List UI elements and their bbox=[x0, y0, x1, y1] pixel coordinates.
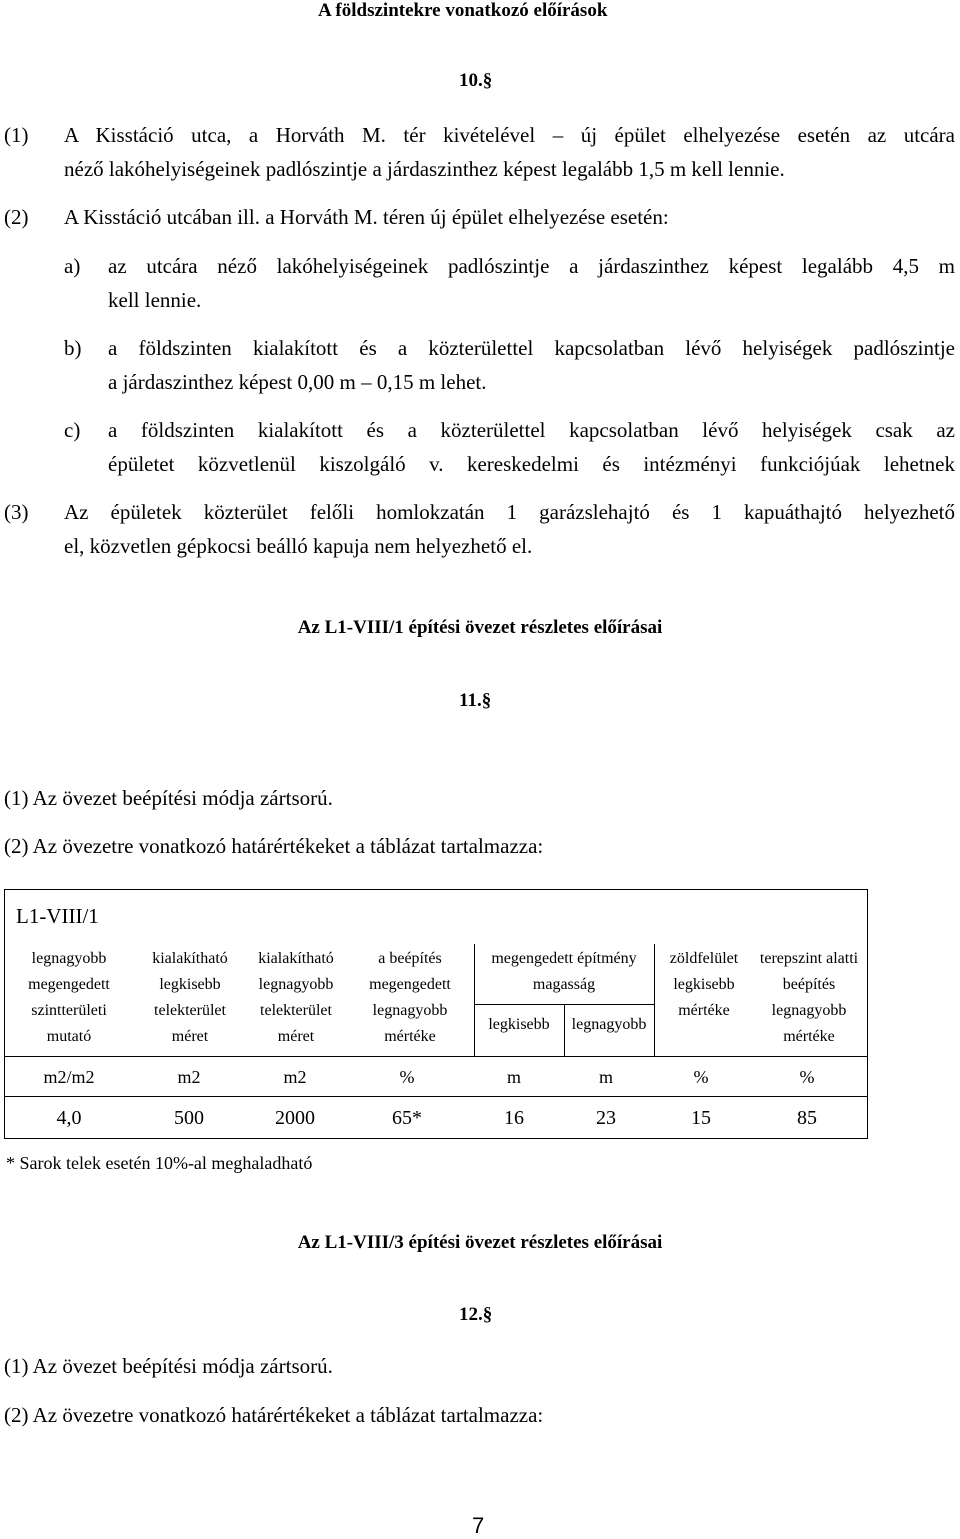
zone-1-para-2: (2) Az övezetre vonatkozó határértékeket a táblázat tartalmazza: bbox=[4, 834, 544, 858]
table-col-divider bbox=[654, 944, 655, 1056]
table-header-cell: kialakítható legnagyobb telekterület méret bbox=[258, 950, 334, 1045]
table-unit-cell: m2 bbox=[283, 1067, 307, 1087]
table-header-cell: terepszint alatti beépítés legnagyobb mértéke bbox=[759, 950, 859, 1045]
item-a-line-1: az utcára néző lakóhelyiségeinek padlószintje a járdaszinthez képest legalább 4,5 m bbox=[108, 254, 955, 278]
table-footnote: * Sarok telek esetén 10%-al meghaladható bbox=[6, 1153, 313, 1173]
table-value-cell: 23 bbox=[596, 1107, 616, 1129]
table-value-cell: 65* bbox=[392, 1107, 422, 1129]
para-1-number: (1) bbox=[4, 123, 29, 147]
zone-1-para-1: (1) Az övezet beépítési módja zártsorú. bbox=[4, 786, 333, 810]
table-caption: L1-VIII/1 bbox=[16, 904, 99, 928]
table-value-cell: 15 bbox=[691, 1107, 711, 1129]
item-b-mark: b) bbox=[64, 336, 82, 360]
table-unit-cell: % bbox=[399, 1067, 415, 1087]
table-row-divider bbox=[4, 1096, 868, 1097]
para-3-line-2: el, közvetlen gépkocsi beálló kapuja nem helyezhető el. bbox=[64, 534, 533, 558]
section-12-number: 12.§ bbox=[459, 1304, 493, 1325]
table-value-cell: 4,0 bbox=[56, 1107, 82, 1129]
para-2-number: (2) bbox=[4, 205, 29, 229]
table-header-height: megengedett építmény magasság bbox=[491, 950, 637, 993]
item-c-mark: c) bbox=[64, 418, 81, 442]
para-1-line-2: néző lakóhelyiségeinek padlószintje a járdaszinthez képest legalább 1,5 m kell lennie. bbox=[64, 157, 785, 181]
table-header-cell: zöldfelület legkisebb mértéke bbox=[669, 950, 739, 1019]
table-subheader-min: legkisebb bbox=[488, 1016, 550, 1033]
item-a-mark: a) bbox=[64, 254, 81, 278]
table-value-cell: 16 bbox=[504, 1107, 524, 1129]
item-b-line-1: a földszinten kialakított és a közterülettel kapcsolatban lévő helyiségek padlószintje bbox=[108, 336, 955, 360]
table-header-cell: a beépítés megengedett legnagyobb mértéke bbox=[369, 950, 451, 1045]
zone-1-heading: Az L1-VIII/1 építési övezet részletes előírásai bbox=[297, 617, 663, 638]
table-unit-cell: m2 bbox=[177, 1067, 201, 1087]
page-header-title: A földszintekre vonatkozó előírások bbox=[318, 0, 608, 21]
table-unit-cell: m bbox=[506, 1067, 521, 1087]
para-3-number: (3) bbox=[4, 500, 29, 524]
table-value-cell: 85 bbox=[797, 1107, 817, 1129]
table-unit-cell: m bbox=[598, 1067, 613, 1087]
item-c-line-2: épületet közvetlenül kiszolgáló v. kereskedelmi és intézményi funkciójúak lehetnek bbox=[108, 452, 955, 476]
table-unit-cell: % bbox=[799, 1067, 815, 1087]
zone-3-para-2: (2) Az övezetre vonatkozó határértékeket a táblázat tartalmazza: bbox=[4, 1403, 544, 1427]
table-unit-cell: % bbox=[693, 1067, 709, 1087]
table-header-cell: kialakítható legkisebb telekterület méret bbox=[152, 950, 228, 1045]
table-value-cell: 500 bbox=[174, 1107, 204, 1129]
table-subheader-max: legnagyobb bbox=[571, 1016, 647, 1033]
table-header-cell: legnagyobb megengedett szintterületi mutató bbox=[28, 950, 110, 1045]
item-c-line-1: a földszinten kialakított és a közterülettel kapcsolatban lévő helyiségek csak az bbox=[108, 418, 955, 442]
table-unit-cell: m2/m2 bbox=[43, 1067, 95, 1087]
page-number: 7 bbox=[472, 1513, 485, 1538]
para-2-text: A Kisstáció utcában ill. a Horváth M. téren új épület elhelyezése esetén: bbox=[64, 205, 669, 229]
item-b-line-2: a járdaszinthez képest 0,00 m – 0,15 m lehet. bbox=[108, 370, 487, 394]
para-1-line-1: A Kisstáció utca, a Horváth M. tér kivételével – új épület elhelyezése esetén az utcára bbox=[64, 123, 955, 147]
item-a-line-2: kell lennie. bbox=[108, 288, 202, 312]
section-11-number: 11.§ bbox=[459, 690, 492, 711]
zone-3-heading: Az L1-VIII/3 építési övezet részletes előírásai bbox=[297, 1232, 663, 1253]
table-row-divider bbox=[4, 1056, 868, 1057]
zone-3-para-1: (1) Az övezet beépítési módja zártsorú. bbox=[4, 1354, 333, 1378]
section-10-number: 10.§ bbox=[459, 70, 493, 91]
para-3-line-1: Az épületek közterület felőli homlokzatán 1 garázslehajtó és 1 kapuáthajtó helyezhető bbox=[64, 500, 955, 524]
table-value-cell: 2000 bbox=[275, 1107, 315, 1129]
